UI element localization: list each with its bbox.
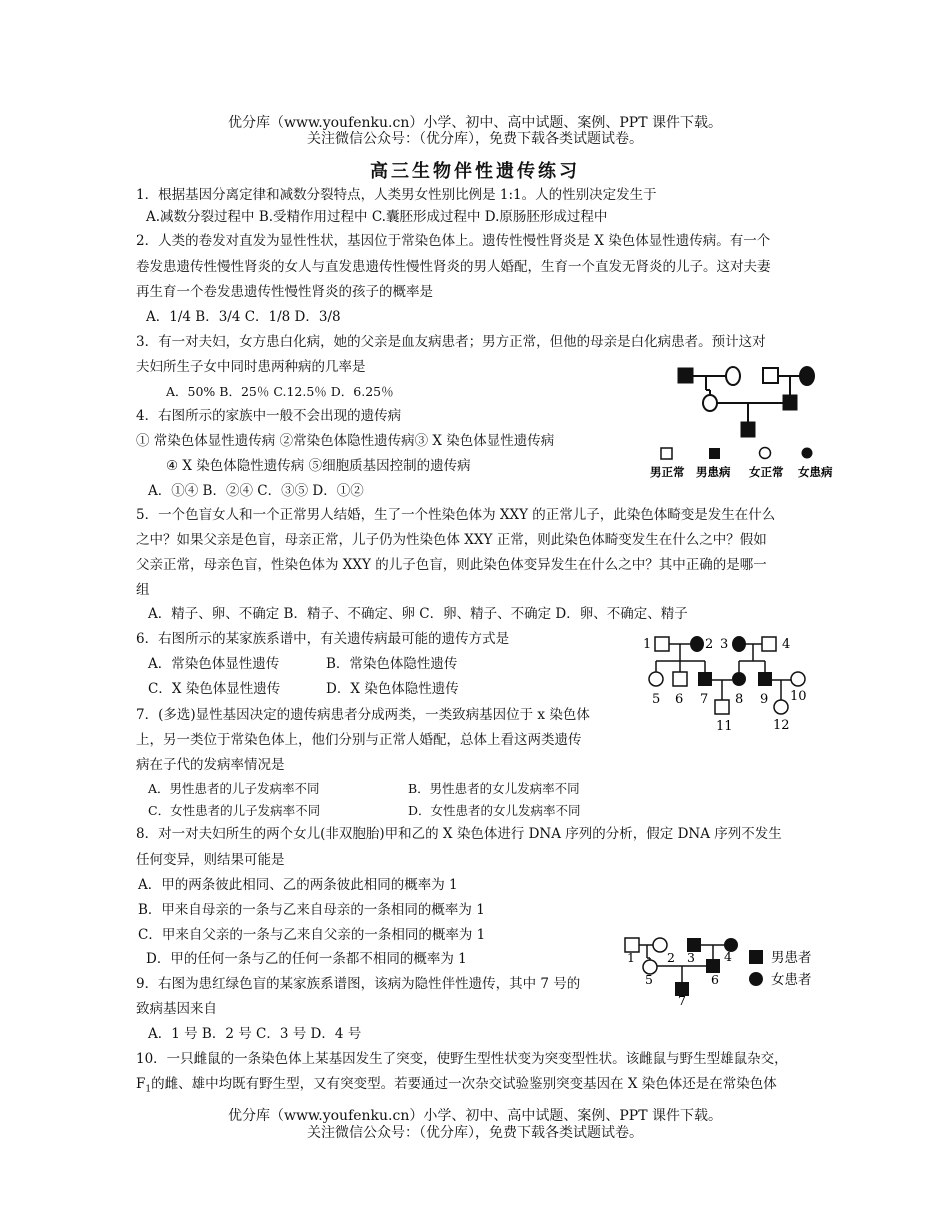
q9-label-4: 4 [724,949,732,964]
footer-line-1: 优分库（www.youfenku.cn）小学、初中、高中试题、案例、PPT 课件下载。 [227,1108,722,1124]
q9-label-3: 3 [687,950,695,965]
q3-line-1: 3．有一对夫妇，女方患白化病，她的父亲是血友病患者；男方正常，但他的母亲是白化病患者。预计这对 [136,334,766,350]
q1-options: A.减数分裂过程中 B.受精作用过程中 C.囊胚形成过程中 D.原肠胚形成过程中 [146,209,608,225]
q1-stem: 1．根据基因分离定律和减数分裂特点，人类男女性别比例是 1:1。人的性别决定发生于 [136,187,657,203]
q6-label-10: 10 [790,689,807,704]
q6-member-11 [715,700,729,714]
q4-legend-female-affected: 女患病 [798,465,833,479]
page-title: 高三生物伴性遗传练习 [370,161,580,182]
q9-label-6: 6 [711,972,719,987]
q6-label-6: 6 [675,692,684,707]
q7-option-c: C．女性患者的儿子发病率不同 [148,803,321,818]
legend-symbol-female-patient [749,972,763,986]
q3-line-2: 夫妇所生子女中同时患两种病的几率是 [136,359,366,375]
q9-label-7: 7 [678,993,686,1008]
q9-pedigree [620,933,840,1008]
q6-label-11: 11 [716,719,733,734]
q6-label-7: 7 [700,692,709,707]
q9-label-2: 2 [667,950,675,965]
q4-legend-male-affected: 男患病 [696,465,731,479]
q6-member-9 [758,672,772,686]
q9-label-5: 5 [645,972,653,987]
q6-label-3: 3 [720,637,729,652]
q6-member-8 [732,672,746,686]
q8-option-a: A．甲的两条彼此相同、乙的两条彼此相同的概率为 1 [138,877,458,893]
q8-option-d: D．甲的任何一条与乙的任何一条都不相同的概率为 1 [146,951,467,967]
q9-member-2 [653,938,667,952]
q10-line-2 [136,1075,777,1099]
q4-male-affected-3 [741,422,755,437]
q6-option-c: C．X 染色体显性遗传 [148,681,281,697]
q2-options: A．1/4 B．3/4 C．1/8 D．3/8 [146,309,341,325]
q6-member-12 [774,700,788,714]
q4-male-affected-2 [783,395,797,410]
q4-line-1: ① 常染色体显性遗传病 ②常染色体隐性遗传病③ X 染色体显性遗传病 [136,433,555,449]
q6-option-b: B．常染色体隐性遗传 [326,656,458,672]
q10-line-2-text: 的雌、雄中均既有野生型，又有突变型。若要通过一次杂交试验鉴别突变基因在 X 染色体还是在常染色体 [151,1076,777,1092]
q6-label-4: 4 [782,637,791,652]
q10-line-1: 10．一只雌鼠的一条染色体上某基因发生了突变，使野生型性状变为突变型性状。该雌鼠与野生型雄鼠杂交， [136,1051,788,1067]
q8-option-b: B．甲来自母亲的一条与乙来自母亲的一条相同的概率为 1 [138,902,485,918]
q5-line-1: 5．一个色盲女人和一个正常男人结婚，生了一个性染色体为 XXY 的正常儿子，此染色体畸变是发生在什么 [136,507,776,523]
q7-option-b: B．男性患者的女儿发病率不同 [408,781,580,796]
q9-legend-male: 男患者 [771,950,812,966]
q5-options: A．精子、卵、不确定 B．精子、不确定、卵 C．卵、精子、不确定 D．卵、不确定、精子 [148,606,688,622]
q4-male-affected-1 [678,368,693,383]
legend-symbol-male-normal [661,448,672,459]
q6-label-12: 12 [773,718,790,733]
q8-line-2: 任何变异，则结果可能是 [136,852,285,868]
q2-line-1: 2．人类的卷发对直发为显性性状，基因位于常染色体上。遗传性慢性肾炎是 X 染色体显性遗传病。有一个 [136,233,771,249]
q5-line-4: 组 [136,582,150,598]
q7-line-2: 上，另一类位于常染色体上，他们分别与正常人婚配，总体上看这两类遗传 [136,732,582,748]
q9-label-1: 1 [627,950,635,965]
q6-member-5 [649,672,663,686]
q6-label-8: 8 [735,692,744,707]
q6-option-d: D．X 染色体隐性遗传 [326,681,459,697]
q6-member-4 [762,637,776,651]
header-line-2: 关注微信公众号：（优分库），免费下载各类试题试卷。 [307,131,643,147]
q6-member-6 [673,672,687,686]
q9-line-1: 9．右图为患红绿色盲的某家族系谱图，该病为隐性伴性遗传，其中 7 号的 [136,976,581,992]
q8-option-c: C．甲来自父亲的一条与乙来自父亲的一条相同的概率为 1 [138,927,486,943]
q4-female-normal-2 [703,395,717,411]
q6-label-1: 1 [643,637,652,652]
legend-symbol-male-patient [749,950,763,964]
q4-options: A．①④ B．②④ C．③⑤ D．①② [148,483,364,499]
footer-line-2: 关注微信公众号：（优分库），免费下载各类试题试卷。 [307,1125,643,1141]
q6-label-2: 2 [705,637,714,652]
q9-line-2: 致病基因来自 [136,1001,217,1017]
q3-options: A．50% B．25％ C.12.5％ D．6.25％ [166,384,394,399]
legend-symbol-female-normal [760,448,771,459]
q7-option-d: D．女性患者的女儿发病率不同 [408,803,581,818]
q6-pedigree [640,630,815,735]
q7-line-3: 病在子代的发病率情况是 [136,757,285,773]
q9-options: A．1 号 B．2 号 C．3 号 D．4 号 [148,1026,362,1042]
q2-line-2: 卷发患遗传性慢性肾炎的女人与直发患遗传性慢性肾炎的男人婚配，生育一个直发无肾炎的儿子。这对夫妻 [136,259,771,275]
legend-symbol-female-affected [802,448,813,459]
q4-male-normal-1 [763,368,778,383]
q7-line-1: 7．(多选)显性基因决定的遗传病患者分成两类，一类致病基因位于 x 染色体 [136,707,590,723]
q4-line-2: ④ X 染色体隐性遗传病 ⑤细胞质基因控制的遗传病 [166,458,471,474]
q10-f1-prefix: F [136,1076,146,1092]
header-line-1: 优分库（www.youfenku.cn）小学、初中、高中试题、案例、PPT 课件下载。 [227,115,722,131]
q5-line-2: 之中？如果父亲是色盲，母亲正常，儿子仍为性染色体 XXY 正常，则此染色体畸变发生在什么之中？假如 [136,532,767,548]
q6-option-a: A．常染色体显性遗传 [148,656,280,672]
q6-label-5: 5 [652,692,661,707]
q6-member-7 [698,672,712,686]
q4-female-normal-1 [726,367,740,385]
legend-symbol-male-affected [709,448,720,459]
q9-member-6 [706,959,720,973]
q4-female-affected-1 [800,367,814,385]
q6-member-1 [655,637,669,651]
q2-line-3: 再生育一个卷发患遗传性慢性肾炎的孩子的概率是 [136,284,433,300]
q8-line-1: 8．对一对夫妇所生的两个女儿(非双胞胎)甲和乙的 X 染色体进行 DNA 序列的分析，假定 DNA 序列不发生 [136,826,782,842]
q4-legend-male-normal: 男正常 [650,465,685,479]
q4-pedigree [650,360,840,485]
q6-label-9: 9 [760,692,769,707]
q6-member-2 [690,636,704,652]
q5-line-3: 父亲正常，母亲色盲，性染色体为 XXY 的儿子色盲，则此染色体变异发生在什么之中？其中正确的是哪一 [136,557,767,573]
q4-stem: 4．右图所示的家族中一般不会出现的遗传病 [136,408,402,424]
q6-member-3 [732,636,746,652]
q7-option-a: A．男性患者的儿子发病率不同 [148,781,320,796]
q4-legend-female-normal: 女正常 [749,465,784,479]
q6-member-10 [791,672,805,686]
q6-stem: 6．右图所示的某家族系谱中，有关遗传病最可能的遗传方式是 [136,631,510,647]
q9-legend-female: 女患者 [771,972,812,988]
q10-f1-subscript: 1 [145,1084,152,1095]
